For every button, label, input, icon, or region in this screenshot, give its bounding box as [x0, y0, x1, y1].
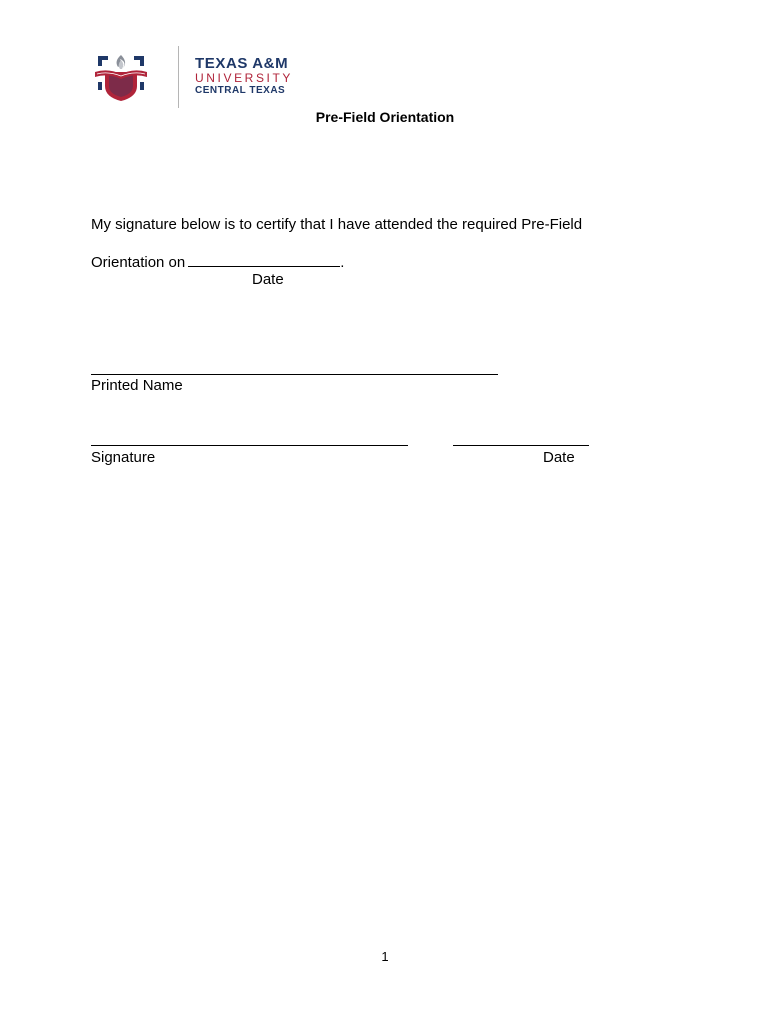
certification-text-line-1: My signature below is to certify that I have attended the required Pre-Field	[91, 216, 583, 233]
wordmark-line-3: CENTRAL TEXAS	[195, 85, 286, 96]
signature-label: Signature	[91, 449, 156, 466]
signature-date-label: Date	[543, 449, 575, 466]
wordmark-line-2: UNIVERSITY	[195, 71, 294, 85]
logo-divider	[178, 46, 179, 108]
certification-suffix: .	[340, 254, 345, 271]
page-title: Pre-Field Orientation	[315, 109, 455, 125]
printed-name-label: Printed Name	[91, 377, 183, 394]
page-number: 1	[381, 949, 389, 964]
certification-text-line-2	[91, 252, 344, 271]
orientation-date-caption: Date	[252, 271, 284, 288]
university-emblem-logo	[92, 52, 150, 102]
university-wordmark	[195, 56, 293, 96]
signature-field[interactable]	[91, 445, 408, 446]
certification-prefix: Orientation on	[91, 254, 186, 271]
printed-name-field[interactable]	[91, 374, 498, 375]
orientation-date-field[interactable]	[188, 252, 340, 267]
signature-date-field[interactable]	[453, 445, 589, 446]
wordmark-line-1: TEXAS A&M	[195, 55, 289, 72]
